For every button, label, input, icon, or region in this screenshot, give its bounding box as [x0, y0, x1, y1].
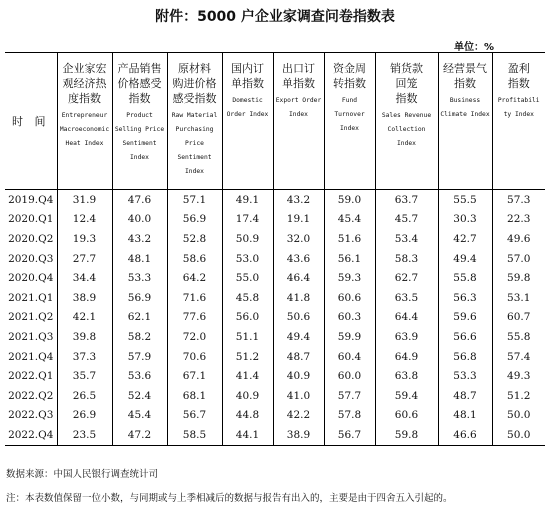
value-cell: 31.9: [57, 190, 112, 210]
value-cell: 51.6: [324, 229, 375, 249]
table-row: [5, 386, 545, 406]
value-cell: 59.9: [324, 327, 375, 347]
value-cell: 56.8: [438, 347, 492, 367]
value-cell: 56.3: [438, 288, 492, 308]
value-cell: 64.4: [375, 308, 438, 328]
value-cell: 58.5: [167, 425, 222, 445]
period-cell: 2019.Q4: [5, 190, 57, 210]
value-cell: 59.8: [375, 425, 438, 445]
value-cell: 45.8: [222, 288, 273, 308]
table-row: [5, 308, 545, 328]
value-cell: 46.4: [273, 268, 324, 288]
value-cell: 51.2: [492, 386, 545, 406]
value-cell: 55.8: [492, 327, 545, 347]
value-cell: 41.8: [273, 288, 324, 308]
value-cell: 57.3: [492, 190, 545, 210]
table-row: [5, 210, 545, 230]
column-header-cn: 销货款 回笼 指数: [390, 62, 423, 105]
value-cell: 56.0: [222, 308, 273, 328]
value-cell: 48.1: [438, 406, 492, 426]
column-header-cn: 国内订 单指数: [231, 62, 264, 90]
value-cell: 56.7: [324, 425, 375, 445]
value-cell: 49.3: [492, 366, 545, 386]
value-cell: 40.0: [112, 210, 167, 230]
value-cell: 59.8: [492, 268, 545, 288]
index-table: [5, 52, 545, 446]
value-cell: 45.4: [112, 406, 167, 426]
period-column-header: 时 间: [5, 53, 57, 190]
value-cell: 57.8: [324, 406, 375, 426]
value-cell: 53.6: [112, 366, 167, 386]
value-cell: 56.9: [112, 288, 167, 308]
column-header-en: Profitabili ty Index: [497, 97, 540, 118]
value-cell: 42.7: [438, 229, 492, 249]
value-cell: 56.6: [438, 327, 492, 347]
table-row: [5, 249, 545, 269]
value-cell: 52.4: [112, 386, 167, 406]
value-cell: 71.6: [167, 288, 222, 308]
value-cell: 58.2: [112, 327, 167, 347]
column-header-en: Entrepreneur Macroeconomic Heat Index: [59, 112, 110, 147]
value-cell: 49.4: [438, 249, 492, 269]
table-row: [5, 288, 545, 308]
value-cell: 43.2: [273, 190, 324, 210]
column-header-en: Business Climate Index: [440, 97, 490, 118]
column-header-cn: 出口订 单指数: [282, 62, 315, 90]
value-cell: 37.3: [57, 347, 112, 367]
value-cell: 58.3: [375, 249, 438, 269]
value-cell: 53.4: [375, 229, 438, 249]
value-cell: 64.2: [167, 268, 222, 288]
value-cell: 51.1: [222, 327, 273, 347]
value-cell: 63.7: [375, 190, 438, 210]
value-cell: 38.9: [57, 288, 112, 308]
period-cell: 2020.Q3: [5, 249, 57, 269]
value-cell: 44.8: [222, 406, 273, 426]
value-cell: 30.3: [438, 210, 492, 230]
value-cell: 53.3: [112, 268, 167, 288]
value-cell: 51.2: [222, 347, 273, 367]
value-cell: 49.1: [222, 190, 273, 210]
value-cell: 48.1: [112, 249, 167, 269]
column-header: [273, 53, 324, 190]
period-cell: 2021.Q2: [5, 308, 57, 328]
table-row: [5, 366, 545, 386]
period-cell: 2021.Q1: [5, 288, 57, 308]
value-cell: 63.8: [375, 366, 438, 386]
value-cell: 60.6: [324, 288, 375, 308]
value-cell: 55.5: [438, 190, 492, 210]
column-header: [57, 53, 112, 190]
table-header-row: [5, 53, 545, 190]
column-header: [167, 53, 222, 190]
value-cell: 55.0: [222, 268, 273, 288]
value-cell: 70.6: [167, 347, 222, 367]
value-cell: 26.5: [57, 386, 112, 406]
column-header-cn: 资金周 转指数: [333, 62, 366, 90]
value-cell: 64.9: [375, 347, 438, 367]
value-cell: 67.1: [167, 366, 222, 386]
value-cell: 56.9: [167, 210, 222, 230]
period-cell: 2020.Q2: [5, 229, 57, 249]
value-cell: 55.8: [438, 268, 492, 288]
value-cell: 48.7: [273, 347, 324, 367]
value-cell: 40.9: [273, 366, 324, 386]
period-cell: 2020.Q4: [5, 268, 57, 288]
value-cell: 60.4: [324, 347, 375, 367]
value-cell: 34.4: [57, 268, 112, 288]
value-cell: 19.1: [273, 210, 324, 230]
column-header-cn: 产品销售 价格感受 指数: [117, 62, 162, 105]
value-cell: 57.0: [492, 249, 545, 269]
value-cell: 32.0: [273, 229, 324, 249]
value-cell: 26.9: [57, 406, 112, 426]
value-cell: 22.3: [492, 210, 545, 230]
column-header-en: Raw Material Purchasing Price Sentiment Index: [171, 112, 218, 175]
value-cell: 50.9: [222, 229, 273, 249]
value-cell: 40.9: [222, 386, 273, 406]
value-cell: 45.4: [324, 210, 375, 230]
value-cell: 57.1: [167, 190, 222, 210]
value-cell: 49.4: [273, 327, 324, 347]
column-header-cn: 原材料 购进价格 感受指数: [172, 62, 217, 105]
column-header-en: Domestic Order Index: [226, 97, 269, 118]
value-cell: 72.0: [167, 327, 222, 347]
value-cell: 42.1: [57, 308, 112, 328]
value-cell: 43.2: [112, 229, 167, 249]
column-header-en: Product Selling Price Sentiment Index: [114, 112, 165, 161]
table-row: [5, 425, 545, 445]
value-cell: 56.7: [167, 406, 222, 426]
value-cell: 50.0: [492, 406, 545, 426]
table-row: [5, 406, 545, 426]
table-row: [5, 327, 545, 347]
value-cell: 59.4: [375, 386, 438, 406]
value-cell: 47.2: [112, 425, 167, 445]
column-header-en: Sales Revenue Collection Index: [381, 112, 432, 147]
period-cell: 2021.Q3: [5, 327, 57, 347]
value-cell: 63.5: [375, 288, 438, 308]
value-cell: 68.1: [167, 386, 222, 406]
value-cell: 60.6: [375, 406, 438, 426]
table-row: [5, 229, 545, 249]
value-cell: 52.8: [167, 229, 222, 249]
value-cell: 62.1: [112, 308, 167, 328]
value-cell: 41.0: [273, 386, 324, 406]
table-row: [5, 190, 545, 210]
value-cell: 60.3: [324, 308, 375, 328]
column-header: [492, 53, 545, 190]
column-header: [438, 53, 492, 190]
value-cell: 35.7: [57, 366, 112, 386]
value-cell: 50.6: [273, 308, 324, 328]
table-row: [5, 347, 545, 367]
period-cell: 2022.Q3: [5, 406, 57, 426]
value-cell: 60.7: [492, 308, 545, 328]
period-cell: 2021.Q4: [5, 347, 57, 367]
value-cell: 77.6: [167, 308, 222, 328]
value-cell: 53.0: [222, 249, 273, 269]
value-cell: 53.3: [438, 366, 492, 386]
period-cell: 2022.Q2: [5, 386, 57, 406]
value-cell: 46.6: [438, 425, 492, 445]
value-cell: 60.0: [324, 366, 375, 386]
column-header-cn: 经营景气 指数: [443, 62, 487, 90]
value-cell: 38.9: [273, 425, 324, 445]
value-cell: 56.1: [324, 249, 375, 269]
value-cell: 59.6: [438, 308, 492, 328]
value-cell: 42.2: [273, 406, 324, 426]
value-cell: 39.8: [57, 327, 112, 347]
value-cell: 50.0: [492, 425, 545, 445]
column-header-cn: 企业家宏 观经济热 度指数: [62, 62, 107, 105]
value-cell: 19.3: [57, 229, 112, 249]
value-cell: 23.5: [57, 425, 112, 445]
period-cell: 2020.Q1: [5, 210, 57, 230]
unit-label: 单位：%: [453, 42, 494, 53]
column-header: [324, 53, 375, 190]
table-note: 注：本表数值保留一位小数，与同期或与上季相减后的数据与报告有出入的，主要是由于四舍五入引起的。: [6, 493, 453, 504]
value-cell: 59.3: [324, 268, 375, 288]
column-header: [112, 53, 167, 190]
value-cell: 43.6: [273, 249, 324, 269]
column-header: [375, 53, 438, 190]
value-cell: 27.7: [57, 249, 112, 269]
column-header-cn: 盈利 指数: [507, 62, 530, 90]
value-cell: 41.4: [222, 366, 273, 386]
value-cell: 58.6: [167, 249, 222, 269]
value-cell: 45.7: [375, 210, 438, 230]
value-cell: 57.4: [492, 347, 545, 367]
period-cell: 2022.Q1: [5, 366, 57, 386]
table-row: [5, 268, 545, 288]
page-title: 附件：5000 户企业家调查问卷指数表: [155, 9, 395, 25]
data-source: 数据来源：中国人民银行调查统计司: [6, 469, 159, 480]
period-cell: 2022.Q4: [5, 425, 57, 445]
value-cell: 12.4: [57, 210, 112, 230]
value-cell: 53.1: [492, 288, 545, 308]
value-cell: 44.1: [222, 425, 273, 445]
value-cell: 49.6: [492, 229, 545, 249]
value-cell: 59.0: [324, 190, 375, 210]
value-cell: 48.7: [438, 386, 492, 406]
table-body: [5, 190, 545, 446]
column-header-en: Fund Turnover Index: [334, 97, 365, 132]
value-cell: 62.7: [375, 268, 438, 288]
value-cell: 57.7: [324, 386, 375, 406]
value-cell: 47.6: [112, 190, 167, 210]
column-header-en: Export Order Index: [275, 97, 322, 118]
value-cell: 17.4: [222, 210, 273, 230]
value-cell: 57.9: [112, 347, 167, 367]
value-cell: 63.9: [375, 327, 438, 347]
column-header: [222, 53, 273, 190]
